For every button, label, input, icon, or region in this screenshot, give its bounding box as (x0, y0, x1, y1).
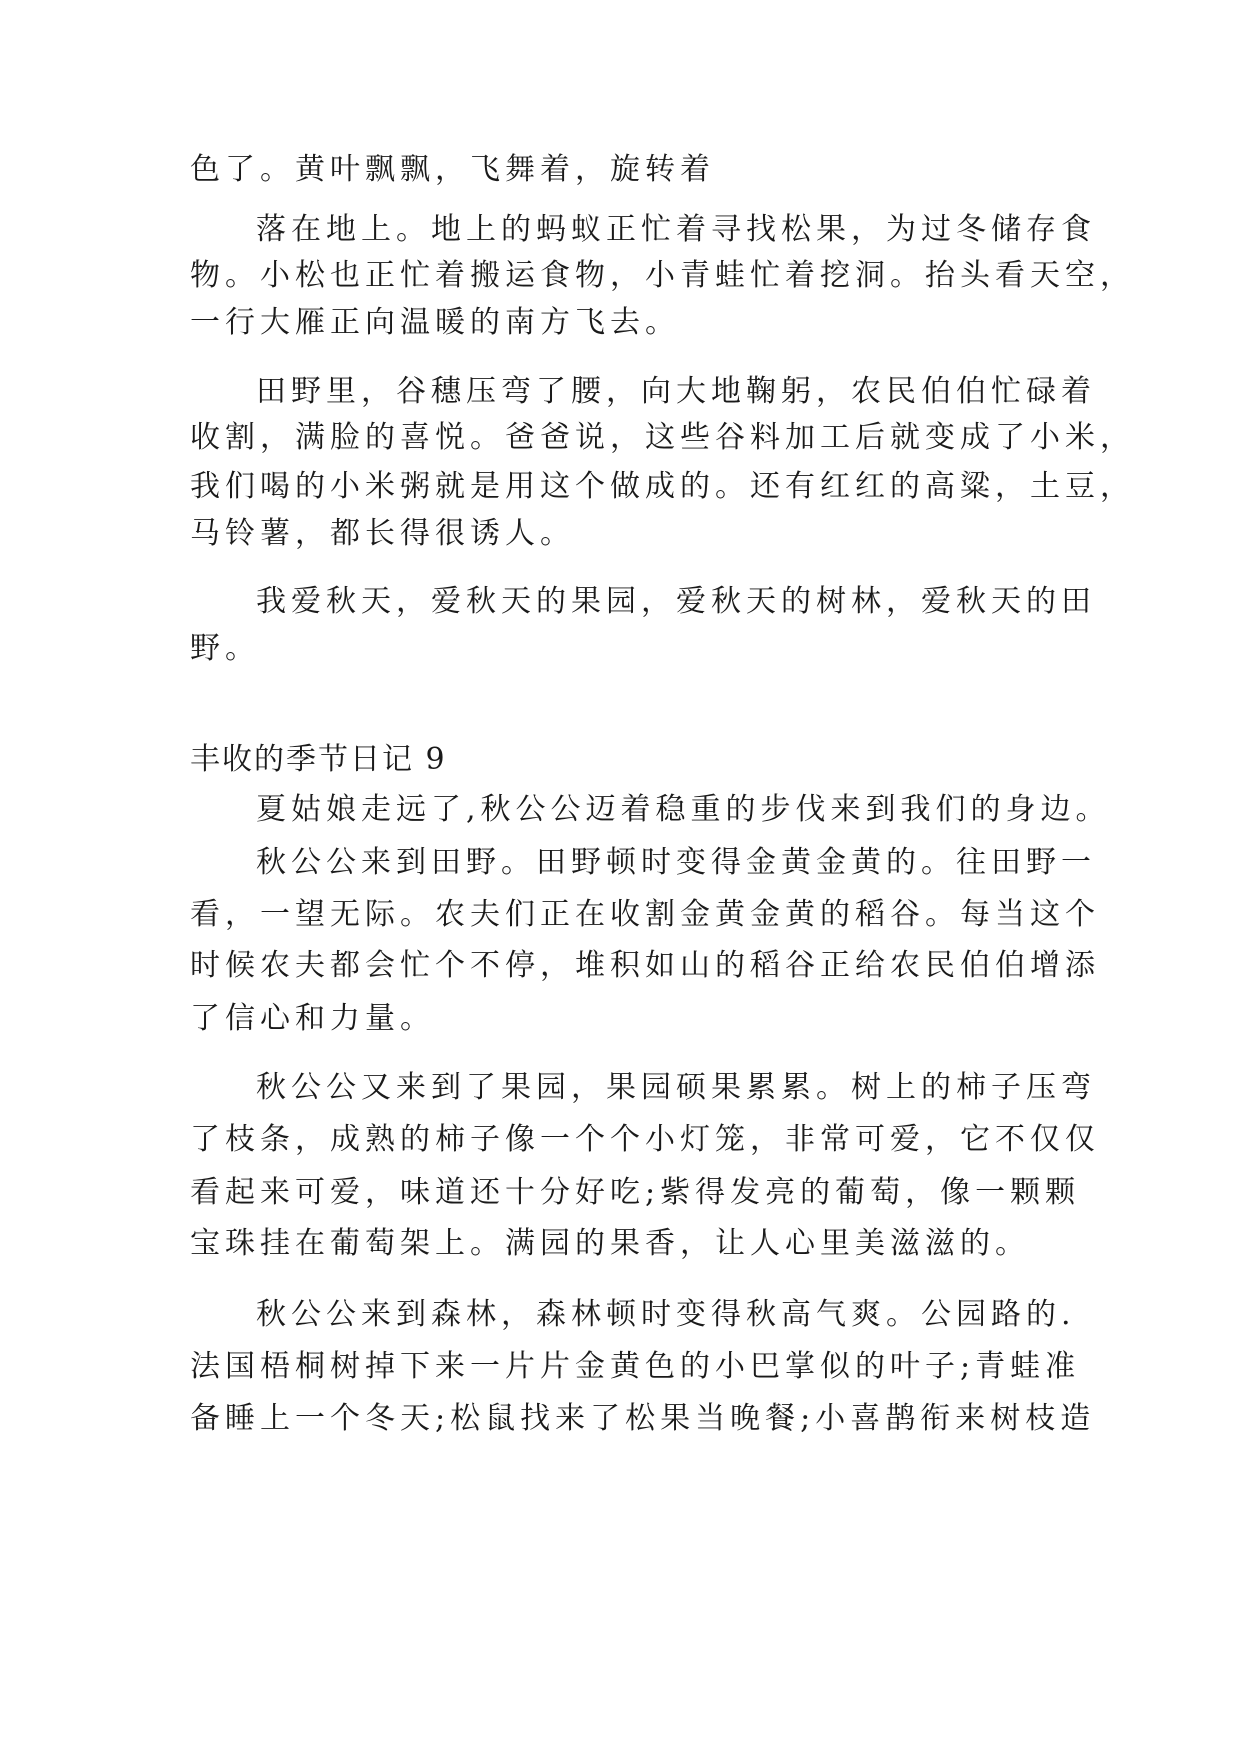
text-line: 我爱秋天，爱秋天的果园，爱秋天的树林，爱秋天的田 (256, 584, 1096, 619)
text-line: 秋公公来到森林，森林顿时变得秋高气爽。公园路的. (256, 1297, 1076, 1332)
text-line: 时候农夫都会忙个不停，堆积如山的稻谷正给农民伯伯增添 (190, 948, 1100, 983)
text-line: 田野里，谷穗压弯了腰，向大地鞠躬，农民伯伯忙碌着 (256, 374, 1096, 409)
text-line: 马铃薯，都长得很诱人。 (190, 516, 575, 551)
text-line: 宝珠挂在葡萄架上。满园的果香，让人心里美滋滋的。 (190, 1226, 1030, 1261)
section-heading: 丰收的季节日记 9 (190, 742, 447, 777)
text-line: 落在地上。地上的蚂蚁正忙着寻找松果，为过冬储存食 (256, 212, 1096, 247)
text-line: 夏姑娘走远了,秋公公迈着稳重的步伐来到我们的身边。 (256, 792, 1111, 827)
text-line: 法国梧桐树掉下来一片片金黄色的小巴掌似的叶子;青蛙准 (190, 1349, 1081, 1384)
text-line: 野。 (190, 631, 260, 666)
text-line: 一行大雁正向温暖的南方飞去。 (190, 305, 680, 340)
text-line: 收割，满脸的喜悦。爸爸说，这些谷料加工后就变成了小米， (190, 420, 1135, 455)
text-line: 我们喝的小米粥就是用这个做成的。还有红红的高粱，土豆， (190, 469, 1135, 504)
text-line: 备睡上一个冬天;松鼠找来了松果当晚餐;小喜鹊衔来树枝造 (190, 1401, 1096, 1436)
text-line: 物。小松也正忙着搬运食物，小青蛙忙着挖洞。抬头看天空， (190, 258, 1135, 293)
text-line: 了信心和力量。 (190, 1001, 435, 1036)
text-line: 看，一望无际。农夫们正在收割金黄金黄的稻谷。每当这个 (190, 897, 1100, 932)
text-line: 秋公公来到田野。田野顿时变得金黄金黄的。往田野一 (256, 845, 1096, 880)
text-line: 了枝条，成熟的柿子像一个个小灯笼，非常可爱，它不仅仅 (190, 1122, 1100, 1157)
text-line: 看起来可爱，味道还十分好吃;紫得发亮的葡萄，像一颗颗 (190, 1175, 1081, 1210)
text-line: 色了。黄叶飘飘，飞舞着，旋转着 (190, 152, 715, 187)
text-line: 秋公公又来到了果园，果园硕果累累。树上的柿子压弯 (256, 1070, 1096, 1105)
